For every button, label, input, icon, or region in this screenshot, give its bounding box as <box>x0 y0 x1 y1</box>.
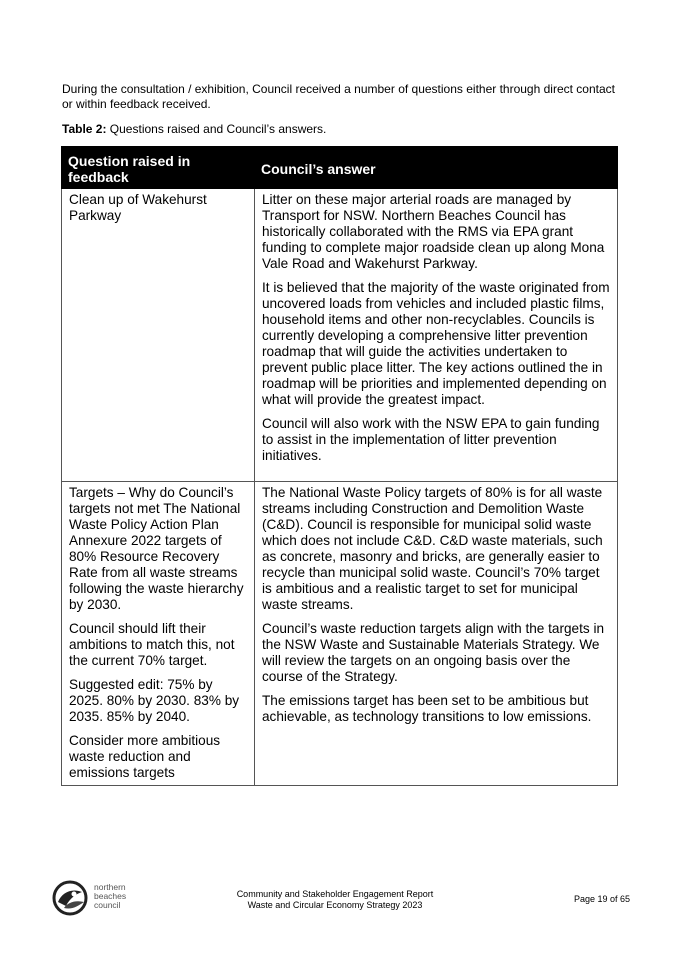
intro-paragraph: During the consultation / exhibition, Council received a number of questions either through direct contact or within feedback received. <box>62 82 615 111</box>
logo-line: northern <box>94 882 126 892</box>
answer-cell <box>255 189 618 482</box>
table-caption-label: Table 2: <box>62 122 107 136</box>
page-number: Page 19 of 65 <box>573 894 630 904</box>
question-text: Suggested edit: 75% by 2025. 80% by 2030. 83% by 2035. 85% by 2040. <box>69 677 240 724</box>
answer-text: The emissions target has been set to be ambitious but achievable, as technology transitions to low emissions. <box>262 693 592 724</box>
answer-text: It is believed that the majority of the waste originated from uncovered loads from vehicles and included plastic films, household items and other non-recyclables. Councils is currently developing a comprehensive litter prevention roadmap that will guide the activities undertaken to prevent public place litter. The key actions outlined the in roadmap will be priorities and implemented depending on what will provide the greatest impact. <box>262 280 610 407</box>
logo-wordmark <box>94 883 126 910</box>
table-caption-text: Questions raised and Council’s answers. <box>106 122 327 136</box>
answer-text: Council will also work with the NSW EPA to gain funding to assist in the implementation of litter prevention initiatives. <box>262 416 600 463</box>
table-row <box>62 189 618 482</box>
column-header-question: Question raised in feedback <box>62 147 255 189</box>
question-text: Targets – Why do Council’s targets not met The National Waste Policy Action Plan Annexure 2022 targets of 80% Resource Recovery Rate from all waste streams following the waste hierarchy by 2030. <box>69 485 244 612</box>
question-text: Consider more ambitious waste reduction and emissions targets <box>69 733 221 780</box>
footer-title-line: Community and Stakeholder Engagement Report <box>236 889 434 899</box>
table-row <box>62 482 618 786</box>
table-caption <box>62 122 622 137</box>
column-header-answer: Council’s answer <box>255 147 618 189</box>
footer-title-line: Waste and Circular Economy Strategy 2023 <box>247 900 423 910</box>
question-cell <box>62 482 255 786</box>
questions-table <box>61 146 618 786</box>
logo-line: council <box>94 900 121 910</box>
answer-text: The National Waste Policy targets of 80% is for all waste streams including Construction and Demolition Waste (C&D). Council is responsible for municipal solid waste which does not include C&D. C&D waste materials, such as concrete, masonry and bricks, are generally easier to recycle than municipal solid waste. Council’s 70% target is ambitious and a realistic target to set for municipal waste streams. <box>262 485 603 612</box>
question-text: Council should lift their ambitions to match this, not the current 70% target. <box>69 621 235 668</box>
table-header-row <box>62 147 618 189</box>
footer-title <box>200 889 470 911</box>
logo-line: beaches <box>94 891 127 901</box>
council-logo <box>52 880 142 916</box>
council-logo-icon <box>52 880 92 916</box>
question-cell <box>62 189 255 482</box>
answer-text: Council’s waste reduction targets align with the targets in the NSW Waste and Sustainable Materials Strategy. We will review the targets on an ongoing basis over the course of the Strategy. <box>262 621 605 684</box>
question-text: Clean up of Wakehurst Parkway <box>69 192 207 223</box>
answer-cell <box>255 482 618 786</box>
answer-text: Litter on these major arterial roads are managed by Transport for NSW. Northern Beaches Council has historically collaborated with the RMS via EPA grant funding to complete major roadside clean up along Mona Vale Road and Wakehurst Parkway. <box>262 192 605 271</box>
